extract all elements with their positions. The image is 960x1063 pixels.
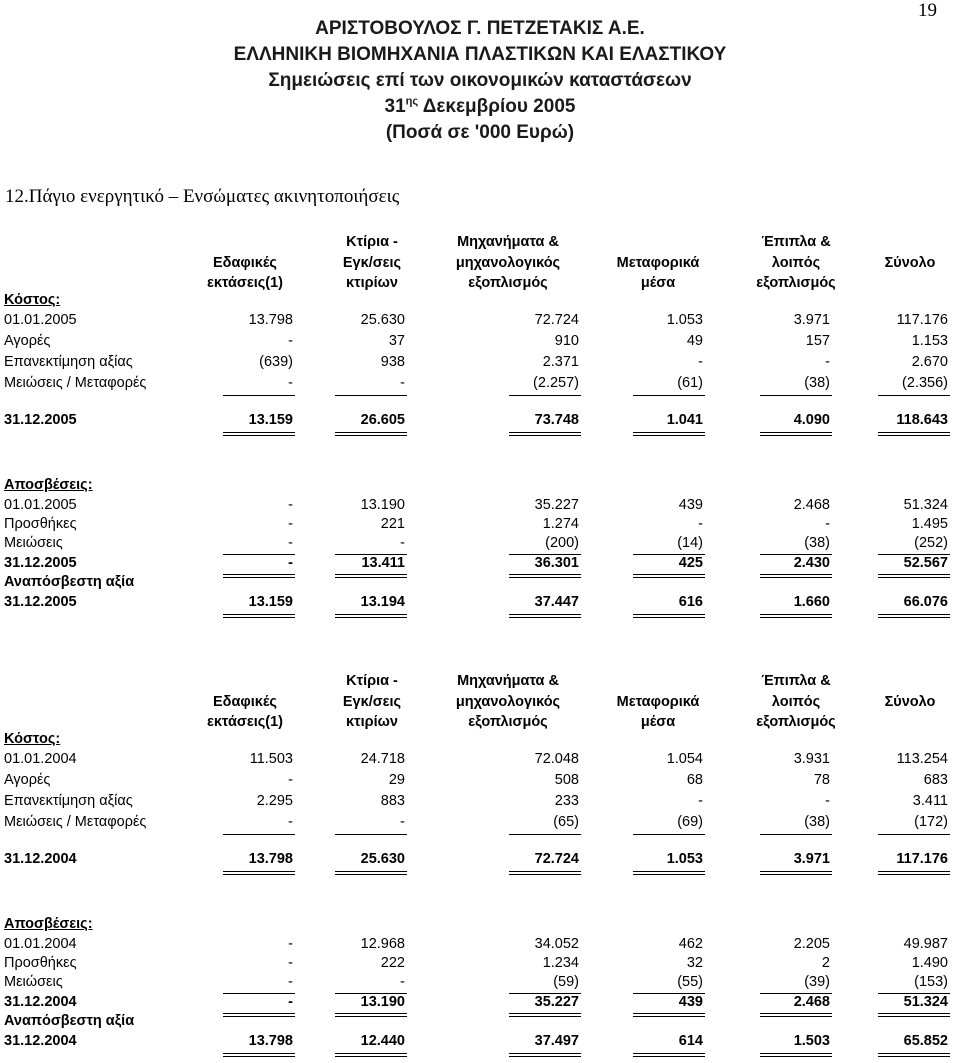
column-header <box>433 671 583 733</box>
cost-row-label: 01.01.2004 <box>4 751 77 767</box>
total-double-rule <box>509 614 581 618</box>
cost-row-value: - <box>288 814 293 830</box>
depreciation-total-row-value: 2.430 <box>793 555 830 571</box>
column-header-line: Εδαφικές <box>213 254 277 271</box>
cost-row-value: 49 <box>686 333 703 349</box>
cost-row-value: (38) <box>804 375 830 391</box>
column-header-line: εξοπλισμός <box>468 275 548 291</box>
total-double-rule <box>335 1013 407 1017</box>
depreciation-row-value: - <box>288 516 293 532</box>
column-header-line: κτιρίων <box>346 275 398 291</box>
depreciation-row-value: 221 <box>380 516 405 532</box>
cost-row-value: (38) <box>804 814 830 830</box>
column-header-line <box>583 232 733 253</box>
cost-row-label: Επανεκτίμηση αξίας <box>4 354 133 370</box>
depreciation-row-value: - <box>288 955 293 971</box>
column-header-line <box>835 671 960 692</box>
depreciation-row-value: 13.190 <box>360 497 405 513</box>
column-header-line: λοιπός <box>771 254 821 271</box>
total-double-rule <box>509 574 581 578</box>
cost-row-value: 78 <box>813 772 830 788</box>
total-double-rule <box>509 432 581 436</box>
cost-row-value: (2.356) <box>902 375 948 391</box>
cost-row-value: - <box>400 375 405 391</box>
column-header <box>835 232 960 294</box>
cost-row-value: (65) <box>553 814 579 830</box>
subtotal-rule <box>760 395 832 396</box>
cost-row-label: 01.01.2005 <box>4 312 77 328</box>
cost-row-value: (69) <box>677 814 703 830</box>
net-book-value-row-value: 37.497 <box>534 1033 579 1049</box>
report-date <box>0 96 960 118</box>
subtotal-rule <box>633 395 705 396</box>
cost-row-value: - <box>288 772 293 788</box>
net-book-value-row-label: 31.12.2004 <box>4 1033 77 1049</box>
depreciation-row-value: (39) <box>804 974 830 990</box>
section-title: 12.Πάγιο ενεργητικό – Ενσώματες ακινητοποιήσεις <box>5 186 400 207</box>
column-header-line: Μεταφορικά <box>616 254 700 271</box>
column-header-line: εκτάσεις(1) <box>206 275 284 291</box>
cost-row-value: 1.153 <box>911 333 948 349</box>
subtotal-rule <box>878 834 950 835</box>
column-header-line: εξοπλισμός <box>468 714 548 730</box>
depreciation-row-value: 2.468 <box>793 497 830 513</box>
depreciation-row-value: (38) <box>804 535 830 551</box>
depreciation-row-value: 1.234 <box>542 955 579 971</box>
depreciation-row-value: - <box>288 535 293 551</box>
notes-title: Σημειώσεις επί των οικονομικών καταστάσεων <box>268 70 692 91</box>
subtotal-rule <box>335 395 407 396</box>
total-double-rule <box>760 1013 832 1017</box>
subtotal-rule <box>223 395 295 396</box>
cost-row-label: Επανεκτίμηση αξίας <box>4 793 133 809</box>
column-header-line: Μεταφορικά <box>616 693 700 710</box>
total-double-rule <box>509 871 581 875</box>
cost-row-value: 72.724 <box>534 312 579 328</box>
depreciation-row-value: (252) <box>914 535 948 551</box>
total-double-rule <box>878 432 950 436</box>
cost-row-value: 113.254 <box>896 751 948 767</box>
column-header <box>583 671 733 733</box>
depreciation-row-value: - <box>825 516 830 532</box>
cost-total-row-value: 1.053 <box>666 851 703 867</box>
total-double-rule <box>760 614 832 618</box>
total-double-rule <box>223 574 295 578</box>
subtotal-rule <box>335 834 407 835</box>
cost-row-value: 29 <box>388 772 405 788</box>
column-header <box>297 671 447 733</box>
cost-row-value: 3.971 <box>793 312 830 328</box>
date-day: 31 <box>384 96 406 117</box>
total-double-rule <box>509 1053 581 1057</box>
depreciation-total-row-value: 2.468 <box>793 994 830 1010</box>
depreciation-total-row-value: 13.190 <box>360 994 405 1010</box>
depreciation-row-label: Μειώσεις <box>4 535 63 551</box>
depreciation-row-value: (153) <box>914 974 948 990</box>
subtotal-rule <box>223 834 295 835</box>
total-double-rule <box>335 574 407 578</box>
net-book-value-row-value: 13.798 <box>248 1033 293 1049</box>
depreciation-total-row-value: 36.301 <box>534 555 579 571</box>
column-header-line: Μηχανήματα & <box>457 673 559 689</box>
depreciation-row-value: - <box>288 497 293 513</box>
depreciation-row-value: 32 <box>686 955 703 971</box>
cost-row-value: 3.411 <box>912 793 948 809</box>
page-number: 19 <box>918 0 937 21</box>
cost-row-label: Μειώσεις / Μεταφορές <box>4 814 147 830</box>
net-book-value-row-value: 616 <box>678 594 703 610</box>
depreciation-row-value: 35.227 <box>534 497 579 513</box>
depreciation-row-value: (14) <box>677 535 703 551</box>
cost-total-row-value: 1.041 <box>666 412 703 428</box>
cost-row-value: 910 <box>554 333 579 349</box>
net-book-value-row-value: 66.076 <box>903 594 948 610</box>
net-book-value-heading: Αναπόσβεστη αξία <box>4 574 135 590</box>
total-double-rule <box>335 432 407 436</box>
depreciation-row-value: 2.205 <box>793 936 830 952</box>
cost-row-label: Αγορές <box>4 333 51 349</box>
cost-row-value: (172) <box>914 814 948 830</box>
depreciation-total-row-value: 51.324 <box>903 994 948 1010</box>
net-book-value-row-value: 65.852 <box>903 1033 948 1049</box>
cost-row-value: 1.054 <box>666 751 703 767</box>
total-double-rule <box>760 871 832 875</box>
depreciation-row-value: 1.274 <box>542 516 579 532</box>
net-book-value-row-value: 12.440 <box>360 1033 405 1049</box>
depreciation-row-value: (200) <box>545 535 579 551</box>
column-header-line: Μηχανήματα & <box>457 234 559 250</box>
column-header-line: κτιρίων <box>346 714 398 730</box>
total-double-rule <box>633 574 705 578</box>
depreciation-row-value: (59) <box>553 974 579 990</box>
column-header-line: Εδαφικές <box>213 693 277 710</box>
cost-total-row-value: 4.090 <box>793 412 830 428</box>
cost-row-value: - <box>698 793 703 809</box>
depreciation-row-value: 34.052 <box>534 936 579 952</box>
date-rest: Δεκεμβρίου 2005 <box>422 96 576 117</box>
column-header-line: Κτίρια - <box>346 234 398 250</box>
total-double-rule <box>878 871 950 875</box>
column-header-line <box>835 232 960 253</box>
cost-row-value: 233 <box>554 793 579 809</box>
cost-row-value: - <box>288 375 293 391</box>
depreciation-total-row-value: - <box>288 555 293 571</box>
depreciation-row-value: - <box>288 974 293 990</box>
cost-row-value: 13.798 <box>248 312 293 328</box>
total-double-rule <box>878 574 950 578</box>
depreciation-row-value: - <box>698 516 703 532</box>
net-book-value-row-value: 13.194 <box>360 594 405 610</box>
total-double-rule <box>633 1053 705 1057</box>
cost-total-row-value: 117.176 <box>896 851 948 867</box>
cost-row-value: 938 <box>380 354 405 370</box>
cost-row-value: (639) <box>259 354 293 370</box>
cost-total-row-value: 73.748 <box>534 412 579 428</box>
depreciation-row-label: Μειώσεις <box>4 974 63 990</box>
depreciation-row-label: Προσθήκες <box>4 516 77 532</box>
subtotal-rule <box>878 395 950 396</box>
cost-row-value: - <box>400 814 405 830</box>
total-double-rule <box>760 574 832 578</box>
cost-row-value: 2.295 <box>256 793 293 809</box>
depreciation-total-row-label: 31.12.2004 <box>4 994 77 1010</box>
column-header-line: Σύνολο <box>884 254 936 271</box>
cost-row-value: 25.630 <box>360 312 405 328</box>
net-book-value-row-value: 13.159 <box>248 594 293 610</box>
depreciation-total-row-value: 425 <box>678 555 703 571</box>
depreciation-row-value: 49.987 <box>903 936 948 952</box>
column-header-line: εξοπλισμός <box>756 275 836 291</box>
net-book-value-row-value: 614 <box>678 1033 703 1049</box>
depreciation-row-value: 462 <box>678 936 703 952</box>
column-header <box>583 232 733 294</box>
net-book-value-row-label: 31.12.2005 <box>4 594 77 610</box>
column-header <box>835 671 960 733</box>
depreciation-total-row-value: 13.411 <box>361 555 405 571</box>
depreciation-row-value: 222 <box>380 955 405 971</box>
cost-heading: Κόστος: <box>4 731 61 747</box>
column-header-line: εκτάσεις(1) <box>206 714 284 730</box>
column-header-line: Εγκ/σεις <box>342 254 402 271</box>
total-double-rule <box>878 1053 950 1057</box>
total-double-rule <box>223 1053 295 1057</box>
cost-row-value: - <box>288 333 293 349</box>
column-header-line: Σύνολο <box>884 693 936 710</box>
cost-total-row-value: 72.724 <box>534 851 579 867</box>
total-double-rule <box>335 871 407 875</box>
cost-row-value: 68 <box>686 772 703 788</box>
cost-row-value: (2.257) <box>533 375 579 391</box>
column-header-line: μηχανολογικός <box>455 693 561 710</box>
subtotal-rule <box>760 834 832 835</box>
total-double-rule <box>223 432 295 436</box>
column-header-line: λοιπός <box>771 693 821 710</box>
cost-row-value: 3.931 <box>793 751 830 767</box>
amounts-note: (Ποσά σε '000 Ευρώ) <box>385 122 575 143</box>
depreciation-row-label: 01.01.2005 <box>4 497 77 513</box>
total-double-rule <box>760 1053 832 1057</box>
total-double-rule <box>223 1013 295 1017</box>
cost-row-value: 883 <box>380 793 405 809</box>
cost-row-value: 1.053 <box>666 312 703 328</box>
cost-row-value: 2.371 <box>542 354 579 370</box>
column-header-line: Κτίρια - <box>346 673 398 689</box>
cost-total-row-value: 25.630 <box>360 851 405 867</box>
column-header-line: Εγκ/σεις <box>342 693 402 710</box>
total-double-rule <box>335 1053 407 1057</box>
column-header-line <box>835 273 960 294</box>
company-name: ΑΡΙΣΤΟΒΟΥΛΟΣ Γ. ΠΕΤΖΕΤΑΚΙΣ Α.Ε. <box>315 18 645 39</box>
total-double-rule <box>878 614 950 618</box>
total-double-rule <box>335 614 407 618</box>
depreciation-total-row-value: 439 <box>678 994 703 1010</box>
net-book-value-row-value: 1.660 <box>793 594 830 610</box>
cost-row-value: 157 <box>805 333 830 349</box>
depreciation-row-value: - <box>288 936 293 952</box>
cost-total-row-label: 31.12.2005 <box>4 412 77 428</box>
column-header <box>433 232 583 294</box>
cost-row-value: 72.048 <box>534 751 579 767</box>
cost-row-label: Μειώσεις / Μεταφορές <box>4 375 147 391</box>
depreciation-row-value: - <box>400 974 405 990</box>
depreciation-row-value: - <box>400 535 405 551</box>
column-header-line: μηχανολογικός <box>455 254 561 271</box>
column-header-line: Έπιπλα & <box>761 673 831 689</box>
depreciation-row-value: 1.495 <box>911 516 948 532</box>
date-suffix: ης <box>405 95 419 108</box>
cost-total-row-label: 31.12.2004 <box>4 851 77 867</box>
company-industry: ΕΛΛΗΝΙΚΗ ΒΙΟΜΗΧΑΝΙΑ ΠΛΑΣΤΙΚΩΝ ΚΑΙ ΕΛΑΣΤΙΚΟΥ <box>233 44 727 65</box>
net-book-value-row-value: 37.447 <box>534 594 579 610</box>
cost-row-value: - <box>698 354 703 370</box>
column-header-line: εξοπλισμός <box>756 714 836 730</box>
cost-heading: Κόστος: <box>4 292 61 308</box>
subtotal-rule <box>509 834 581 835</box>
cost-total-row-value: 13.798 <box>248 851 293 867</box>
cost-row-value: - <box>825 354 830 370</box>
net-book-value-row-value: 1.503 <box>793 1033 830 1049</box>
total-double-rule <box>878 1013 950 1017</box>
subtotal-rule <box>633 834 705 835</box>
column-header <box>297 232 447 294</box>
cost-total-row-value: 118.643 <box>896 412 948 428</box>
cost-total-row-value: 26.605 <box>360 412 405 428</box>
column-header-line: Έπιπλα & <box>761 234 831 250</box>
cost-row-value: 508 <box>554 772 579 788</box>
column-header-line: μέσα <box>640 714 676 730</box>
total-double-rule <box>633 1013 705 1017</box>
total-double-rule <box>633 432 705 436</box>
cost-row-value: 24.718 <box>360 751 405 767</box>
cost-total-row-value: 3.971 <box>793 851 830 867</box>
cost-row-value: 11.503 <box>249 751 293 767</box>
total-double-rule <box>760 432 832 436</box>
total-double-rule <box>633 871 705 875</box>
depreciation-row-label: Προσθήκες <box>4 955 77 971</box>
cost-row-value: - <box>825 793 830 809</box>
cost-row-value: 2.670 <box>911 354 948 370</box>
total-double-rule <box>509 1013 581 1017</box>
depreciation-total-row-label: 31.12.2005 <box>4 555 77 571</box>
depreciation-row-value: 1.490 <box>911 955 948 971</box>
depreciation-row-value: 51.324 <box>903 497 948 513</box>
depreciation-row-value: (55) <box>677 974 703 990</box>
total-double-rule <box>223 871 295 875</box>
cost-row-label: Αγορές <box>4 772 51 788</box>
cost-row-value: 683 <box>923 772 948 788</box>
total-double-rule <box>223 614 295 618</box>
depreciation-total-row-value: 35.227 <box>534 994 579 1010</box>
depreciation-row-value: 12.968 <box>360 936 405 952</box>
depreciation-row-value: 439 <box>678 497 703 513</box>
depreciation-row-value: 2 <box>821 955 830 971</box>
depreciation-row-label: 01.01.2004 <box>4 936 77 952</box>
column-header-line <box>583 671 733 692</box>
net-book-value-heading: Αναπόσβεστη αξία <box>4 1013 135 1029</box>
subtotal-rule <box>509 395 581 396</box>
cost-row-value: 37 <box>388 333 405 349</box>
depreciation-heading: Αποσβέσεις: <box>4 916 93 932</box>
cost-total-row-value: 13.159 <box>248 412 293 428</box>
depreciation-total-row-value: 52.567 <box>903 555 948 571</box>
depreciation-heading: Αποσβέσεις: <box>4 477 93 493</box>
cost-row-value: (61) <box>677 375 703 391</box>
depreciation-total-row-value: - <box>288 994 293 1010</box>
column-header-line <box>835 712 960 733</box>
total-double-rule <box>633 614 705 618</box>
column-header-line: μέσα <box>640 275 676 291</box>
cost-row-value: 117.176 <box>896 312 948 328</box>
